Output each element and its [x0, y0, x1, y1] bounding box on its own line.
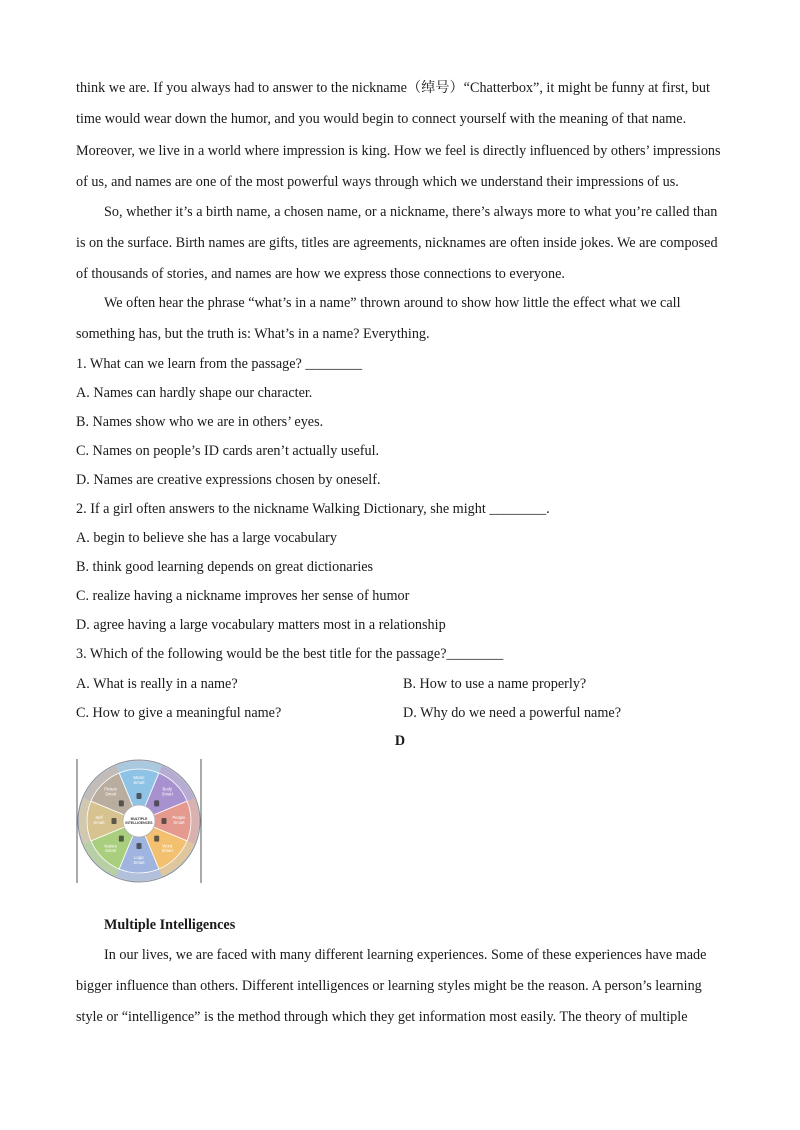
body-line: style or “intelligence” is the method through which they get information most easily. The theory of multiple [76, 1009, 688, 1025]
passage-line: time would wear down the humor, and you would begin to connect yourself with the meaning of that name. [76, 111, 687, 127]
passage-line: We often hear the phrase “what’s in a name” thrown around to show how little the effect what we call [104, 295, 681, 311]
wheel-segment-label: Logic Smart [133, 855, 145, 865]
section-title: Multiple Intelligences [104, 917, 236, 933]
answer-option: D. agree having a large vocabulary matters most in a relationship [76, 617, 446, 633]
passage-line: of thousands of stories, and names are how we express those connections to everyone. [76, 266, 565, 282]
answer-option: B. Names show who we are in others’ eyes. [76, 414, 324, 430]
passage-line: something has, but the truth is: What’s in a name? Everything. [76, 326, 430, 342]
person-icon [112, 818, 117, 824]
answer-option: A. Names can hardly shape our character. [76, 385, 313, 401]
question-stem: 1. What can we learn from the passage? ________ [76, 356, 363, 372]
section-letter: D [394, 733, 406, 749]
question-stem: 3. Which of the following would be the best title for the passage?________ [76, 646, 504, 662]
body-line: In our lives, we are faced with many different learning experiences. Some of these experiences have made [104, 947, 707, 963]
answer-option: C. How to give a meaningful name? [76, 705, 282, 721]
answer-option: D. Why do we need a powerful name? [403, 705, 621, 721]
passage-line: of us, and names are one of the most powerful ways through which we understand their impressions of us. [76, 174, 679, 190]
calculator-icon [137, 843, 142, 849]
wheel-segment-label: Self Smart [93, 815, 105, 825]
multiple-intelligences-wheel [76, 757, 202, 885]
passage-line: So, whether it’s a birth name, a chosen name, or a nickname, there’s always more to what you’re called than [104, 204, 718, 220]
people-icon [162, 818, 167, 824]
passage-line: is on the surface. Birth names are gifts, titles are agreements, nicknames are often inside jokes. We are composed [76, 235, 718, 251]
wheel-segment-label: Word Smart [161, 843, 173, 854]
wheel-segment-label: Picture Smart [104, 786, 118, 797]
answer-option: B. How to use a name properly? [403, 676, 587, 692]
picture-icon [119, 800, 124, 806]
book-icon [154, 836, 159, 842]
answer-option: D. Names are creative expressions chosen by oneself. [76, 472, 381, 488]
wheel-segment-label: People Smart [172, 815, 186, 825]
passage-line: think we are. If you always had to answer to the nickname（绰号）“Chatterbox”, it might be funny at first, but [76, 80, 710, 96]
wheel-center-label: MULTIPLE INTELLIGENCES [125, 817, 153, 825]
question-stem: 2. If a girl often answers to the nickname Walking Dictionary, she might ________. [76, 501, 550, 517]
headphones-icon [137, 793, 142, 799]
answer-option: A. What is really in a name? [76, 676, 238, 692]
runner-icon [154, 800, 159, 806]
answer-option: C. Names on people’s ID cards aren’t actually useful. [76, 443, 380, 459]
wheel-segment-label: Body Smart [161, 786, 173, 797]
plant-icon [119, 836, 124, 842]
answer-option: C. realize having a nickname improves her sense of humor [76, 588, 410, 604]
wheel-segment-label: Nature Smart [104, 843, 118, 854]
wheel-segment-label: Music Smart [133, 775, 145, 785]
body-line: bigger influence than others. Different intelligences or learning styles might be the reason. A person’s learning [76, 978, 702, 994]
answer-option: A. begin to believe she has a large vocabulary [76, 530, 337, 546]
passage-line: Moreover, we live in a world where impression is king. How we feel is directly influenced by others’ impressions [76, 143, 721, 159]
answer-option: B. think good learning depends on great dictionaries [76, 559, 374, 575]
